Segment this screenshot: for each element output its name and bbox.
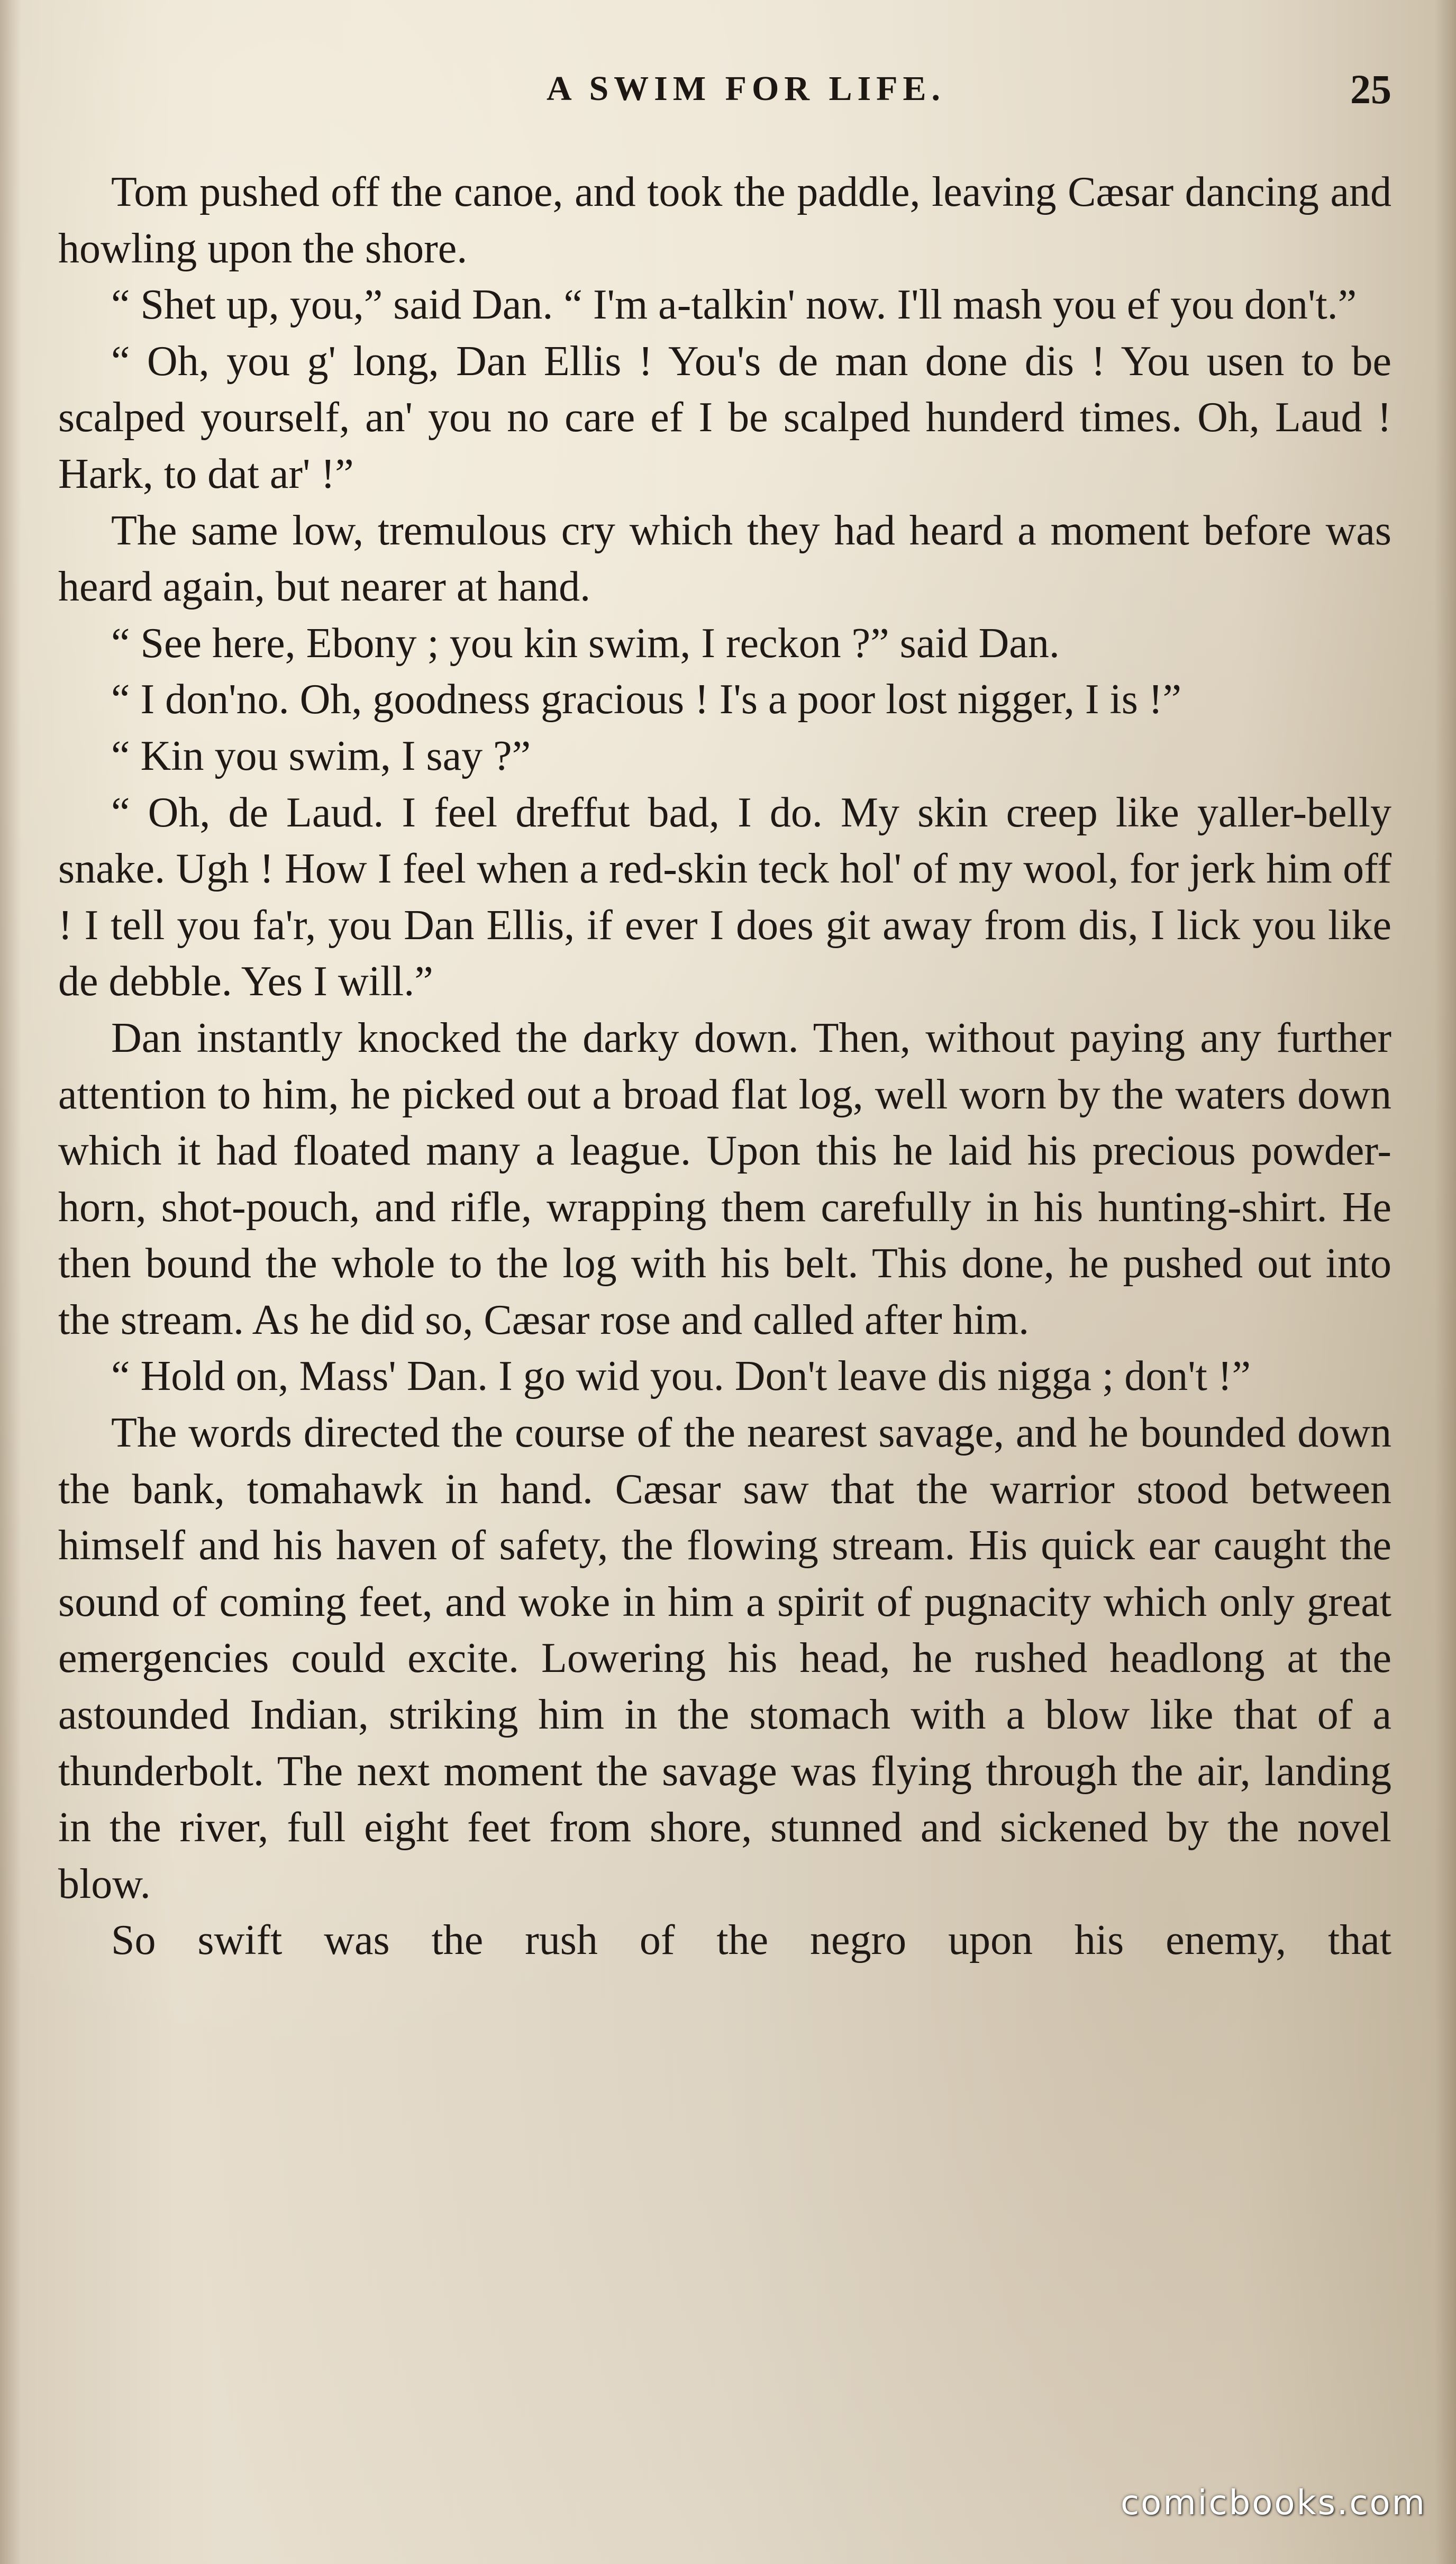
paragraph: So swift was the rush of the negro upon his enemy, that [111,1917,1391,1964]
paragraph: The words directed the course of the nearest savage, and he bounded down the bank, tomahawk in hand. Cæsar saw that the warrior stood between himself and his haven of safety, the flowing stream. His quick ear caught the sound of coming feet, and woke in him a spirit of pugnacity which only great emergencies could excite. Lowering his head, he rushed headlong at the astounded Indian, striking him in the stomach with a blow like that of a thunderbolt. The next moment the savage was flying through the air, landing in the river, full eight feet from shore, stunned and sickened by the novel blow. [58,1410,1391,1907]
paragraph: The same low, tremulous cry which they had heard a moment before was heard again, but nearer at hand. [58,507,1391,611]
paragraph: “ Shet up, you,” said Dan. “ I'm a-talkin' now. I'll mash you ef you don't.” [111,281,1357,329]
paragraph: Tom pushed off the canoe, and took the paddle, leaving Cæsar dancing and howling upon the shore. [58,169,1391,272]
page-number: 25 [1350,66,1391,112]
site-watermark: comicbooks.com [1120,2484,1426,2523]
page-header [101,66,1391,122]
paragraph: “ Oh, de Laud. I feel dreffut bad, I do. My skin creep like yaller-belly snake. Ugh ! How I feel when a red-skin teck hol' of my wool, for jerk him off ! I tell you fa'r, you Dan Ellis, if ever I does git away from dis, I lick you like de debble. Yes I will.” [58,789,1391,1005]
page-edge-shadow-right [1435,0,1456,2564]
page-edge-shadow-left [0,0,21,2564]
paragraph: “ Hold on, Mass' Dan. I go wid you. Don't leave dis nigga ; don't !” [111,1353,1251,1400]
paragraph: “ I don'no. Oh, goodness gracious ! I's a poor lost nigger, I is !” [111,676,1182,723]
body-text [58,164,1391,1969]
paragraph: “ Kin you swim, I say ?” [111,732,531,779]
paragraph: “ See here, Ebony ; you kin swim, I reckon ?” said Dan. [111,620,1060,667]
paragraph: “ Oh, you g' long, Dan Ellis ! You's de man done dis ! You usen to be scalped yourself, an' you no care ef I be scalped hunderd times. Oh, Laud ! Hark, to dat ar' !” [58,338,1391,497]
running-title: A SWIM FOR LIFE. [546,69,946,108]
paragraph: Dan instantly knocked the darky down. Then, without paying any further attention to him, he picked out a broad flat log, well worn by the waters down which it had floated many a league. Upon this he laid his precious powder-horn, shot-pouch, and rifle, wrapping them carefully in his hunting-shirt. He then bound the whole to the log with his belt. This done, he pushed out into the stream. As he did so, Cæsar rose and called after him. [58,1014,1391,1343]
